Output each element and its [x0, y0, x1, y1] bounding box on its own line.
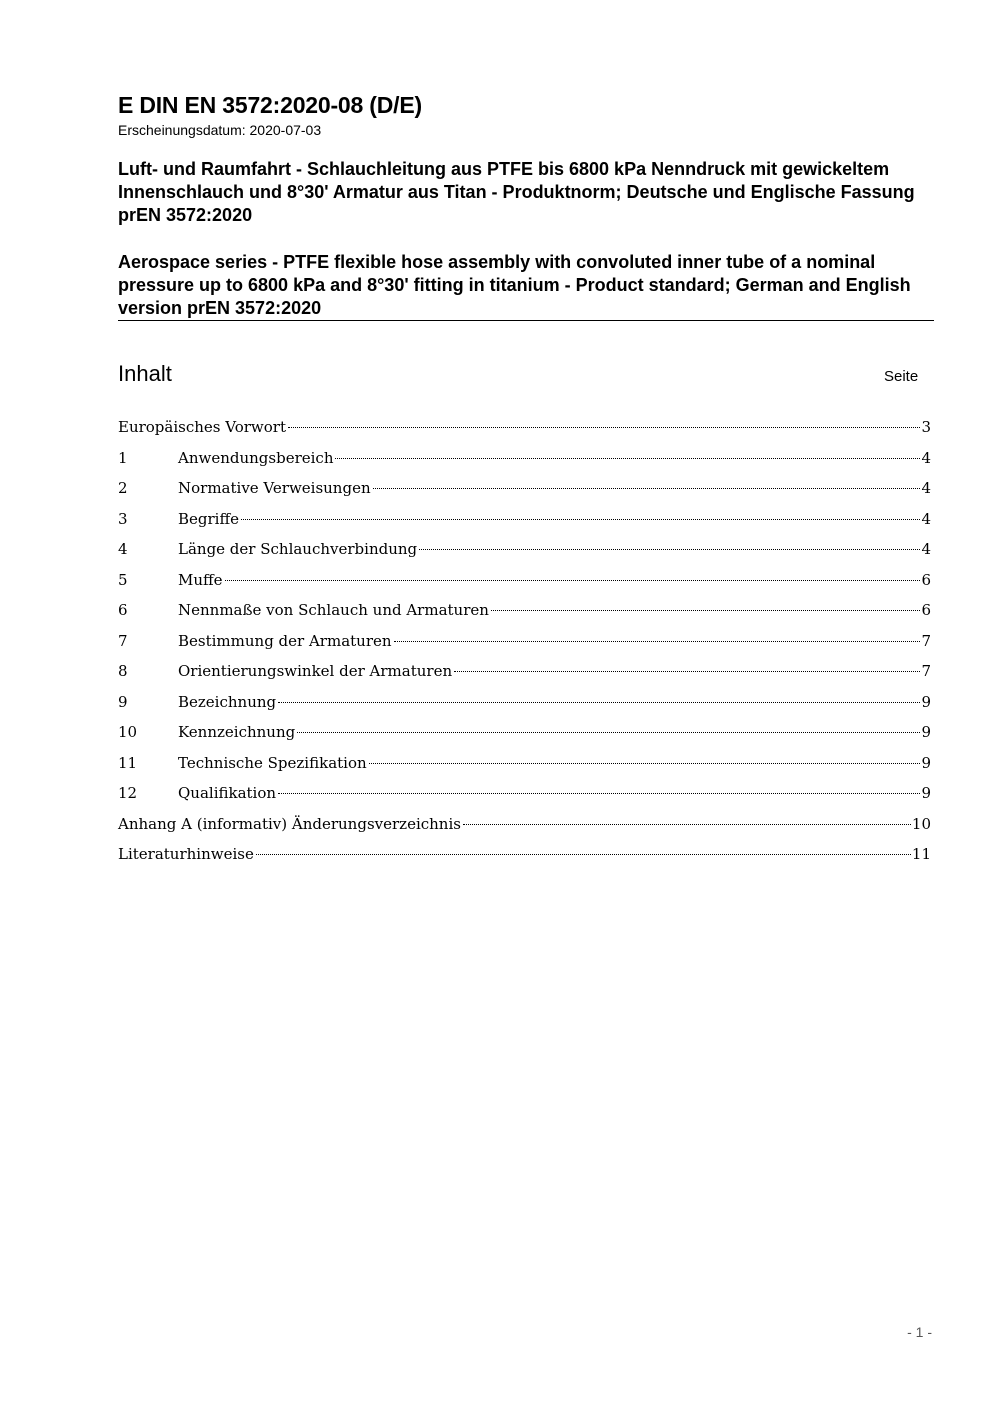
toc-entry-number: 4	[118, 540, 128, 558]
toc-leader	[419, 549, 920, 550]
toc-leader	[335, 458, 920, 459]
toc-entry-title: Anhang A (informativ) Änderungsverzeichnis	[118, 814, 461, 833]
toc-leader	[373, 488, 921, 489]
toc-entry-title: Literaturhinweise	[118, 845, 254, 863]
toc-entry-title: Begriffe	[178, 509, 240, 528]
toc-entry-annex-a[interactable]	[118, 813, 931, 844]
toc-entry-vorwort[interactable]	[118, 416, 931, 447]
toc-entry-2[interactable]	[118, 477, 931, 508]
toc-leader	[454, 671, 920, 672]
toc-entry-page: 4	[921, 479, 931, 497]
page-number: - 1 -	[907, 1324, 932, 1340]
toc-entry-title: Qualifikation	[178, 784, 277, 802]
toc-entry-page: 9	[921, 784, 931, 802]
toc-entry-title: Länge der Schlauchverbindung	[178, 540, 418, 558]
toc-entry-number: 3	[118, 509, 128, 528]
toc-entry-12[interactable]	[118, 782, 931, 813]
toc-entry-title: Europäisches Vorwort	[118, 418, 286, 436]
toc-heading: Inhalt	[118, 361, 172, 386]
toc-entry-page: 9	[921, 692, 931, 711]
toc-leader	[491, 610, 921, 611]
toc-entry-number: 8	[118, 662, 128, 680]
toc-entry-7[interactable]	[118, 630, 931, 661]
title-english: Aerospace series - PTFE flexible hose assembly with convoluted inner tube of a nominal pressure up to 6800 kPa and 8°30' fitting in titanium - Product standard; German and English version prEN 3572:2020	[118, 252, 911, 318]
toc-entry-number: 5	[118, 570, 128, 589]
toc-entry-1[interactable]	[118, 447, 931, 478]
toc-entry-title: Bezeichnung	[178, 692, 277, 711]
table-of-contents	[118, 416, 931, 874]
toc-entry-page: 4	[921, 540, 931, 558]
toc-entry-number: 6	[118, 601, 128, 619]
toc-leader	[297, 732, 920, 733]
toc-entry-title: Muffe	[178, 570, 223, 589]
toc-entry-9[interactable]	[118, 691, 931, 722]
document-id: E DIN EN 3572:2020-08 (D/E)	[118, 92, 422, 118]
toc-leader	[463, 824, 911, 825]
toc-entry-title: Bestimmung der Armaturen	[178, 631, 392, 650]
toc-leader	[278, 702, 920, 703]
toc-entry-title: Normative Verweisungen	[178, 479, 371, 497]
toc-entry-number: 7	[118, 631, 128, 650]
title-divider	[118, 320, 934, 321]
toc-entry-number: 1	[118, 448, 128, 467]
title-german: Luft- und Raumfahrt - Schlauchleitung aus PTFE bis 6800 kPa Nenndruck mit gewickeltem Innenschlauch und 8°30' Armatur aus Titan - Produktnorm; Deutsche und Englische Fassung prEN 3572:2020	[118, 159, 915, 225]
toc-entry-title: Anwendungsbereich	[178, 448, 334, 467]
toc-leader	[288, 427, 920, 428]
toc-entry-page: 9	[921, 723, 931, 741]
toc-entry-page: 7	[921, 662, 931, 680]
toc-leader	[278, 793, 920, 794]
toc-entry-8[interactable]	[118, 660, 931, 691]
toc-entry-11[interactable]	[118, 752, 931, 783]
toc-entry-page: 4	[921, 448, 931, 467]
toc-entry-page: 3	[921, 418, 931, 436]
toc-entry-number: 2	[118, 479, 128, 497]
toc-entry-page: 10	[911, 814, 931, 833]
toc-entry-5[interactable]	[118, 569, 931, 600]
toc-entry-page: 7	[921, 631, 931, 650]
toc-entry-title: Nennmaße von Schlauch und Armaturen	[178, 601, 489, 619]
toc-entry-page: 4	[921, 509, 931, 528]
toc-entry-6[interactable]	[118, 599, 931, 630]
toc-entry-3[interactable]	[118, 508, 931, 539]
toc-leader	[369, 763, 921, 764]
toc-leader	[241, 519, 920, 520]
toc-leader	[225, 580, 921, 581]
toc-leader	[394, 641, 921, 642]
toc-entry-4[interactable]	[118, 538, 931, 569]
toc-entry-number: 12	[118, 784, 138, 802]
toc-page-label: Seite	[884, 368, 919, 385]
toc-leader	[256, 854, 911, 855]
toc-entry-page: 6	[921, 570, 931, 589]
toc-entry-number: 10	[118, 723, 138, 741]
toc-entry-page: 6	[921, 601, 931, 619]
toc-entry-number: 9	[118, 692, 128, 711]
toc-entry-page: 9	[921, 753, 931, 772]
toc-entry-title: Kennzeichnung	[178, 723, 296, 741]
toc-entry-10[interactable]	[118, 721, 931, 752]
toc-entry-page: 11	[911, 845, 931, 863]
toc-entry-bibliography[interactable]	[118, 843, 931, 874]
toc-entry-number: 11	[118, 753, 138, 772]
toc-entry-title: Technische Spezifikation	[178, 753, 367, 772]
toc-entry-title: Orientierungswinkel der Armaturen	[178, 662, 453, 680]
publication-date: Erscheinungsdatum: 2020-07-03	[118, 122, 322, 138]
